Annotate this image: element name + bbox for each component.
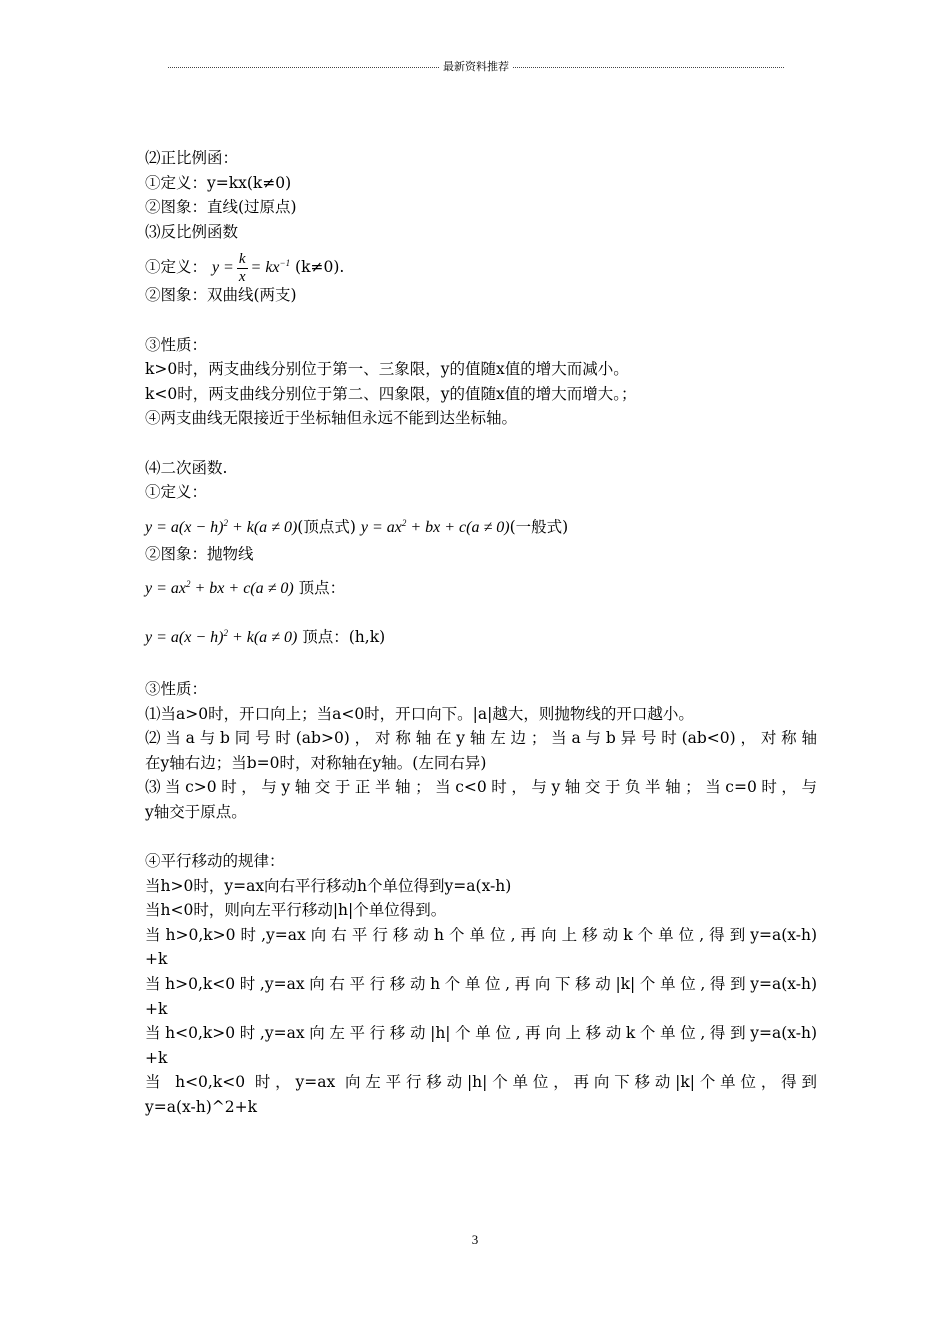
- text-line: ④平行移动的规律：: [145, 852, 285, 871]
- text-line: +k: [145, 999, 168, 1018]
- header-title: 最新资料推荐: [443, 60, 509, 73]
- quadratic-definition-line: [145, 505, 817, 542]
- text-line: ③性质：: [145, 679, 208, 698]
- text-line: k<0时，两支曲线分别位于第二、四象限，y的值随x值的增大而增大。；: [145, 384, 637, 403]
- text-line: ⑶反比例函数: [145, 222, 239, 241]
- text-segment: 顶点：(h,k): [302, 628, 386, 647]
- text-line: 在y轴右边；当b=0时，对称轴在y轴。(左同右异): [145, 753, 487, 772]
- text-line: ⑴当a>0时，开口向上；当a<0时，开口向下。|a|越大，则抛物线的开口越小。: [145, 704, 694, 723]
- text-segment: (k≠0).: [295, 258, 345, 277]
- text-line: ⑶当c>0时，与y轴交于正半轴；当c<0时，与y轴交于负半轴；当c=0时，与: [145, 778, 817, 797]
- text-line: 当h>0,k>0时,y=ax向右平行移动h个单位,再向上移动k个单位,得到y=a(x-h): [145, 925, 817, 944]
- text-line: ②图象：直线(过原点): [145, 198, 297, 217]
- header-dots-left: [168, 67, 439, 68]
- text-line: ②图象：双曲线(两支): [145, 286, 297, 305]
- text-line: 当 h<0,k<0 时，y=ax 向左平行移动|h|个单位，再向下移动|k|个单位，得到: [145, 1073, 817, 1092]
- text-line: +k: [145, 1048, 168, 1067]
- formula: y = $\frac{k}{x}$ = $kx^{-1}$: [211, 251, 291, 286]
- document-body: [145, 146, 817, 1120]
- text-segment: ①定义：: [145, 258, 208, 277]
- text-segment: (顶点式): [297, 517, 356, 536]
- vertex-form-line: [145, 615, 817, 652]
- text-line: ③性质：: [145, 335, 208, 354]
- formula: $y = ax^2$ + bx + c(a ≠ 0): [360, 517, 510, 536]
- text-line: +k: [145, 950, 168, 969]
- text-line: ④两支曲线无限接近于坐标轴但永远不能到达坐标轴。: [145, 409, 518, 428]
- text-line: k>0时，两支曲线分别位于第一、三象限，y的值随x值的增大而减小。: [145, 360, 629, 379]
- formula: $y = ax^2$ + bx + c(a ≠ 0): [145, 579, 294, 598]
- text-segment: 顶点：: [293, 579, 346, 598]
- text-line: ⑵正比例函：: [145, 149, 239, 167]
- text-line: ①定义：y=kx(k≠0): [145, 173, 292, 192]
- text-line: y=a(x-h)^2+k: [145, 1098, 257, 1116]
- page-number: 3: [471, 1232, 479, 1247]
- text-line: ②图象：抛物线: [145, 544, 254, 563]
- header-dots-right: [513, 67, 784, 68]
- text-segment: (一般式): [509, 517, 569, 536]
- formula: $y = a(x - h)^2 + k(a \ne 0)$: [145, 628, 298, 647]
- text-line: 当h>0,k<0时,y=ax向右平行移动h个单位,再向下移动|k|个单位,得到y=a(x-h): [145, 975, 817, 994]
- page-header: [168, 56, 784, 76]
- text-line: 当h<0,k>0时,y=ax向左平行移动|h|个单位,再向上移动k个单位,得到y=a(x-h): [145, 1024, 817, 1043]
- inverse-definition-line: [145, 244, 817, 286]
- formula: $y = a(x - h)^2 + k(a \ne 0)$: [145, 517, 298, 536]
- text-line: y轴交于原点。: [145, 802, 247, 821]
- text-line: ⑵当a与b同号时(ab>0)，对称轴在y轴左边；当a与b异号时(ab<0)，对称轴: [145, 729, 817, 748]
- vertex-general-line: [145, 566, 817, 603]
- text-line: ①定义：: [145, 483, 208, 502]
- text-line: ⑷二次函数.: [145, 458, 228, 477]
- text-line: 当h<0时，则向左平行移动|h|个单位得到。: [145, 901, 447, 920]
- text-line: 当h>0时，y=ax向右平行移动h个单位得到y=a(x-h): [145, 876, 512, 895]
